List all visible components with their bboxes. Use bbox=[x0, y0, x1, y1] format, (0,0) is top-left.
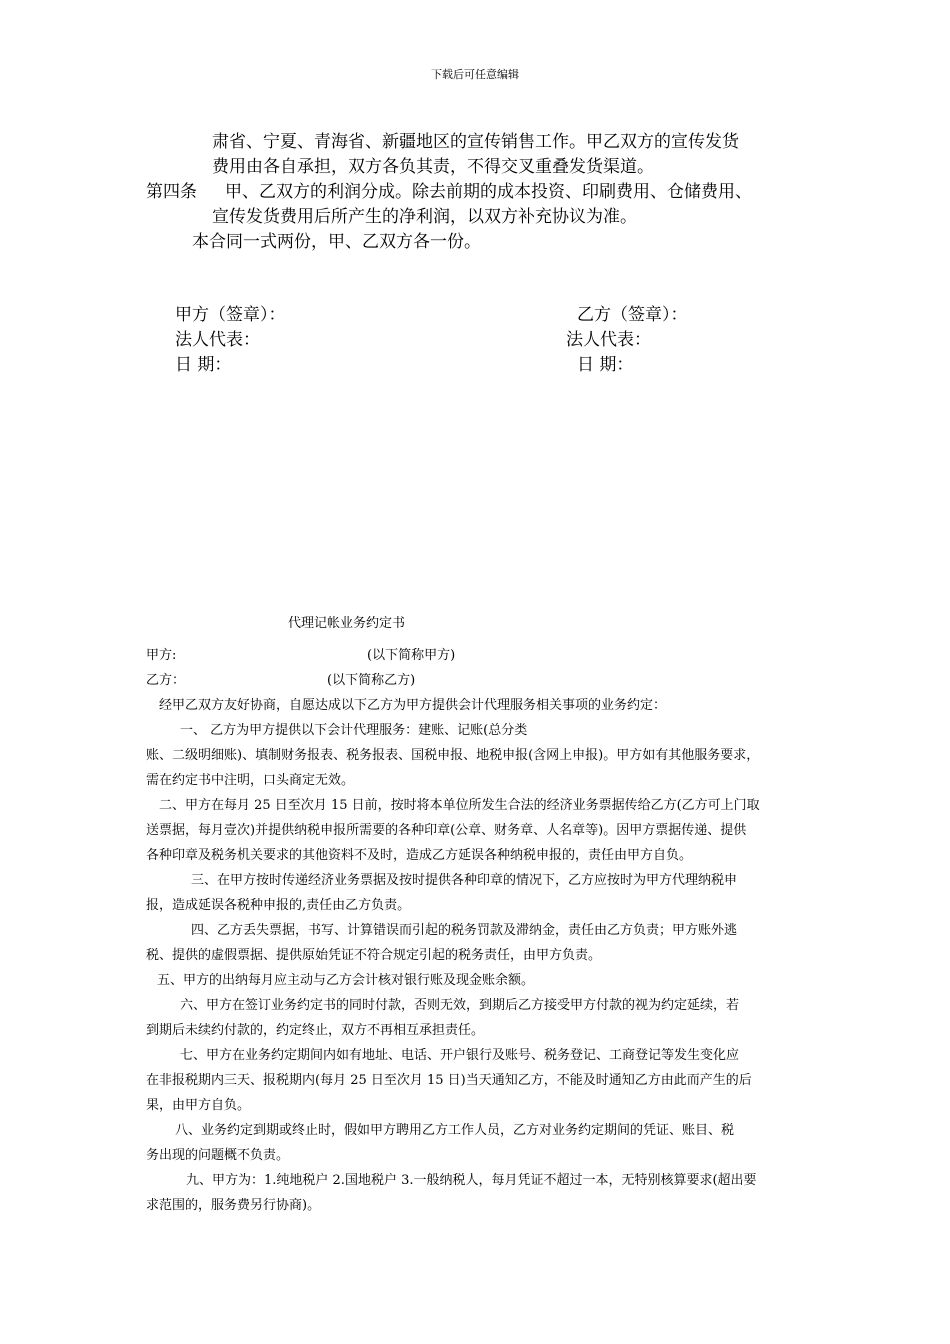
party-b-signature-label: 乙方（签章）： bbox=[577, 305, 688, 325]
clause-5: 五、甲方的出纳每月应主动与乙方会计核对银行账及现金账余额。 bbox=[157, 973, 535, 988]
party-b-date-label: 日 期： bbox=[577, 355, 634, 375]
clause-9: 求范围的，服务费另行协商)。 bbox=[146, 1198, 321, 1213]
contract-text-line: 肃省、宁夏、青海省、新疆地区的宣传销售工作。甲乙双方的宣传发货 bbox=[212, 132, 739, 152]
clause-1: 需在约定书中注明，口头商定无效。 bbox=[146, 773, 355, 788]
party-b-note: (以下简称乙方) bbox=[327, 673, 416, 688]
article-label: 第四条 bbox=[146, 182, 197, 202]
party-b-representative-label: 法人代表： bbox=[566, 330, 651, 350]
clause-1: 账、二级明细账)、填制财务报表、税务报表、国税申报、地税申报(含网上申报)。甲方如有其他服务要求， bbox=[146, 748, 760, 763]
party-a-date-label: 日 期： bbox=[175, 355, 232, 375]
clause-7: 果，由甲方自负。 bbox=[146, 1098, 251, 1113]
intro-text: 经甲乙双方友好协商，自愿达成以下乙方为甲方提供会计代理服务相关事项的业务约定： bbox=[159, 698, 667, 713]
document-title: 代理记帐业务约定书 bbox=[288, 616, 406, 631]
clause-8: 务出现的问题概不负责。 bbox=[146, 1148, 290, 1163]
clause-2: 二、甲方在每月 25 日至次月 15 日前，按时将本单位所发生合法的经济业务票据传给乙方(乙方可上门取 bbox=[159, 798, 760, 813]
clause-2: 各种印章及税务机关要求的其他资料不及时，造成乙方延误各种纳税申报的，责任由甲方自负。 bbox=[146, 848, 693, 863]
clause-7: 在非报税期内三天、报税期内(每月 25 日至次月 15 日)当天通知乙方，不能及时通知乙方由此而产生的后 bbox=[146, 1073, 752, 1088]
clause-2: 送票据，每月壹次)并提供纳税申报所需要的各种印章(公章、财务章、人名章等)。因甲方票据传递、提供 bbox=[146, 823, 747, 838]
party-a-signature-label: 甲方（签章）： bbox=[175, 305, 286, 325]
contract-text-line: 宣传发货费用后所产生的净利润，以双方补充协议为准。 bbox=[212, 207, 637, 227]
clause-3: 三、在甲方按时传递经济业务票据及按时提供各种印章的情况下，乙方应按时为甲方代理纳税申 bbox=[191, 873, 738, 888]
clause-9: 九、甲方为：1.纯地税户 2.国地税户 3.一般纳税人，每月凭证不超过一本，无特别核算要求(超出要 bbox=[186, 1173, 757, 1188]
party-a-note: (以下简称甲方) bbox=[367, 648, 456, 663]
clause-8: 八、业务约定到期或终止时，假如甲方聘用乙方工作人员，乙方对业务约定期间的凭证、账目、税 bbox=[175, 1123, 735, 1138]
clause-4: 四、乙方丢失票据，书写、计算错误而引起的税务罚款及滞纳金，责任由乙方负责；甲方账外逃 bbox=[191, 923, 738, 938]
contract-text-line: 费用由各自承担，双方各负其责，不得交叉重叠发货渠道。 bbox=[212, 157, 654, 177]
clause-6: 六、甲方在签订业务约定书的同时付款，否则无效，到期后乙方接受甲方付款的视为约定延续，若 bbox=[180, 998, 740, 1013]
contract-text-line: 甲、乙双方的利润分成。除去前期的成本投资、印刷费用、仓储费用、 bbox=[225, 182, 752, 202]
clause-1: 一、 乙方为甲方提供以下会计代理服务：建账、记账(总分类 bbox=[180, 723, 528, 738]
page-header: 下载后可任意编辑 bbox=[431, 68, 519, 81]
contract-text-line: 本合同一式两份，甲、乙双方各一份。 bbox=[192, 232, 481, 252]
clause-7: 七、甲方在业务约定期间内如有地址、电话、开户银行及账号、税务登记、工商登记等发生变化应 bbox=[180, 1048, 740, 1063]
party-a-label: 甲方: bbox=[146, 648, 177, 663]
clause-3: 报，造成延误各税种申报的,责任由乙方负责。 bbox=[146, 898, 411, 913]
party-b-label: 乙方： bbox=[146, 673, 186, 688]
party-a-representative-label: 法人代表： bbox=[175, 330, 260, 350]
clause-4: 税、提供的虚假票据、提供原始凭证不符合规定引起的税务责任，由甲方负责。 bbox=[146, 948, 602, 963]
clause-6: 到期后未续约付款的，约定终止，双方不再相互承担责任。 bbox=[146, 1023, 485, 1038]
